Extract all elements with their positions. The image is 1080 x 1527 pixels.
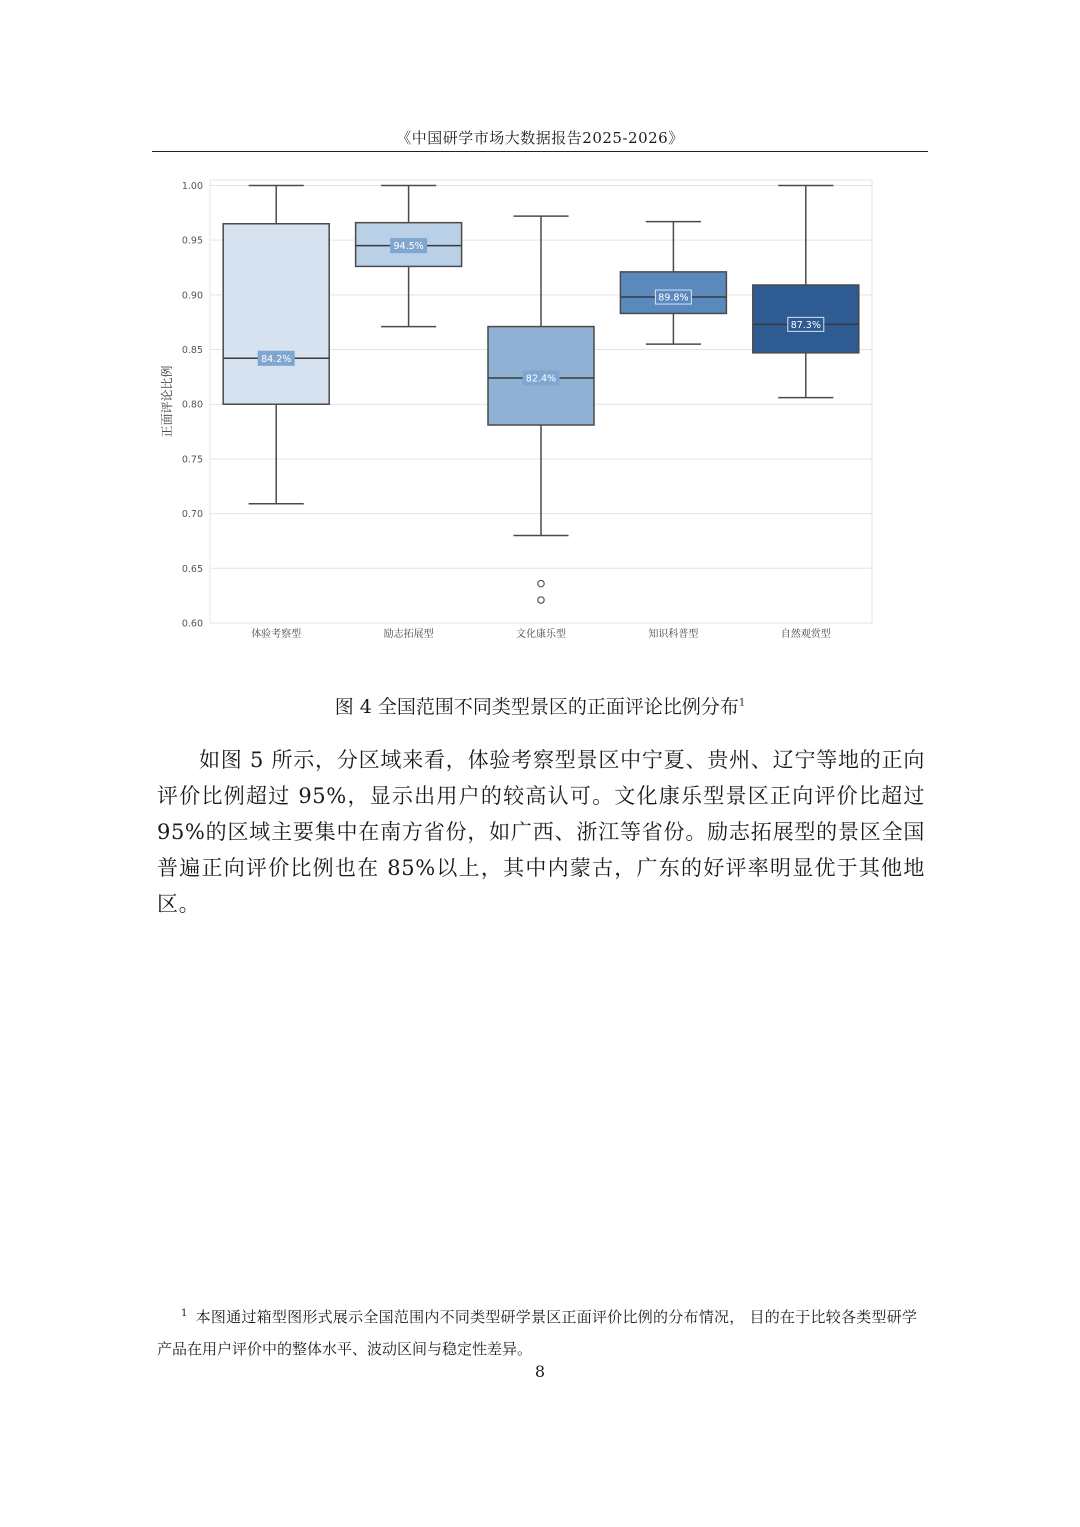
box [223,224,329,404]
header-rule [152,151,928,152]
median-label: 84.2% [261,353,292,365]
median-label: 87.3% [790,319,821,331]
body-paragraph: 如图 5 所示，分区域来看，体验考察型景区中宁夏、贵州、辽宁等地的正向评价比例超过 95%，显示出用户的较高认可。文化康乐型景区正向评价比超过 95%的区域主要集中在南方省份，如广西、浙江等省份。励志拓展型的景区全国普遍正向评价比例也在 85%以上，其中内蒙古，广东的好评率明显优于其他地区。 [157,748,925,916]
x-tick-label: 文化康乐型 [516,629,566,640]
x-tick-label: 体验考察型 [251,629,302,640]
y-tick-label: 0.95 [181,235,203,247]
figure-caption-note: 1 [738,697,746,709]
x-tick-label: 励志拓展型 [383,629,434,640]
x-tick-label: 自然观赏型 [780,629,831,640]
median-label: 89.8% [658,292,689,304]
boxplot-chart [152,170,928,650]
page-number: 8 [534,1362,546,1381]
outlier-point [538,580,544,586]
running-header: 《中国研学市场大数据报告2025-2026》 [396,129,684,147]
x-tick-label: 知识科普型 [648,629,699,640]
y-tick-label: 0.65 [181,563,203,575]
outlier-point [538,597,544,603]
footnote-text: 本图通过箱型图形式展示全国范围内不同类型研学景区正面评价比例的分布情况， 目的在于比较各类型研学产品在用户评价中的整体水平、波动区间与稳定性差异。 [157,1308,917,1358]
y-tick-label: 0.80 [181,399,203,411]
median-label: 82.4% [525,373,557,385]
y-tick-label: 0.60 [181,618,203,630]
y-tick-label: 0.85 [181,345,203,357]
footnote [157,1298,917,1365]
footnote-mark: 1 [181,1308,188,1319]
figure-caption-text: 图 4 全国范围不同类型景区的正面评论比例分布 [334,696,739,718]
median-label: 94.5% [393,241,424,253]
y-tick-label: 0.90 [181,290,203,302]
y-tick-label: 0.75 [181,454,203,466]
y-tick-label: 1.00 [181,180,203,192]
figure-caption [152,692,928,719]
y-axis-label: 正面评论比例 [160,365,174,438]
y-tick-label: 0.70 [181,509,203,521]
